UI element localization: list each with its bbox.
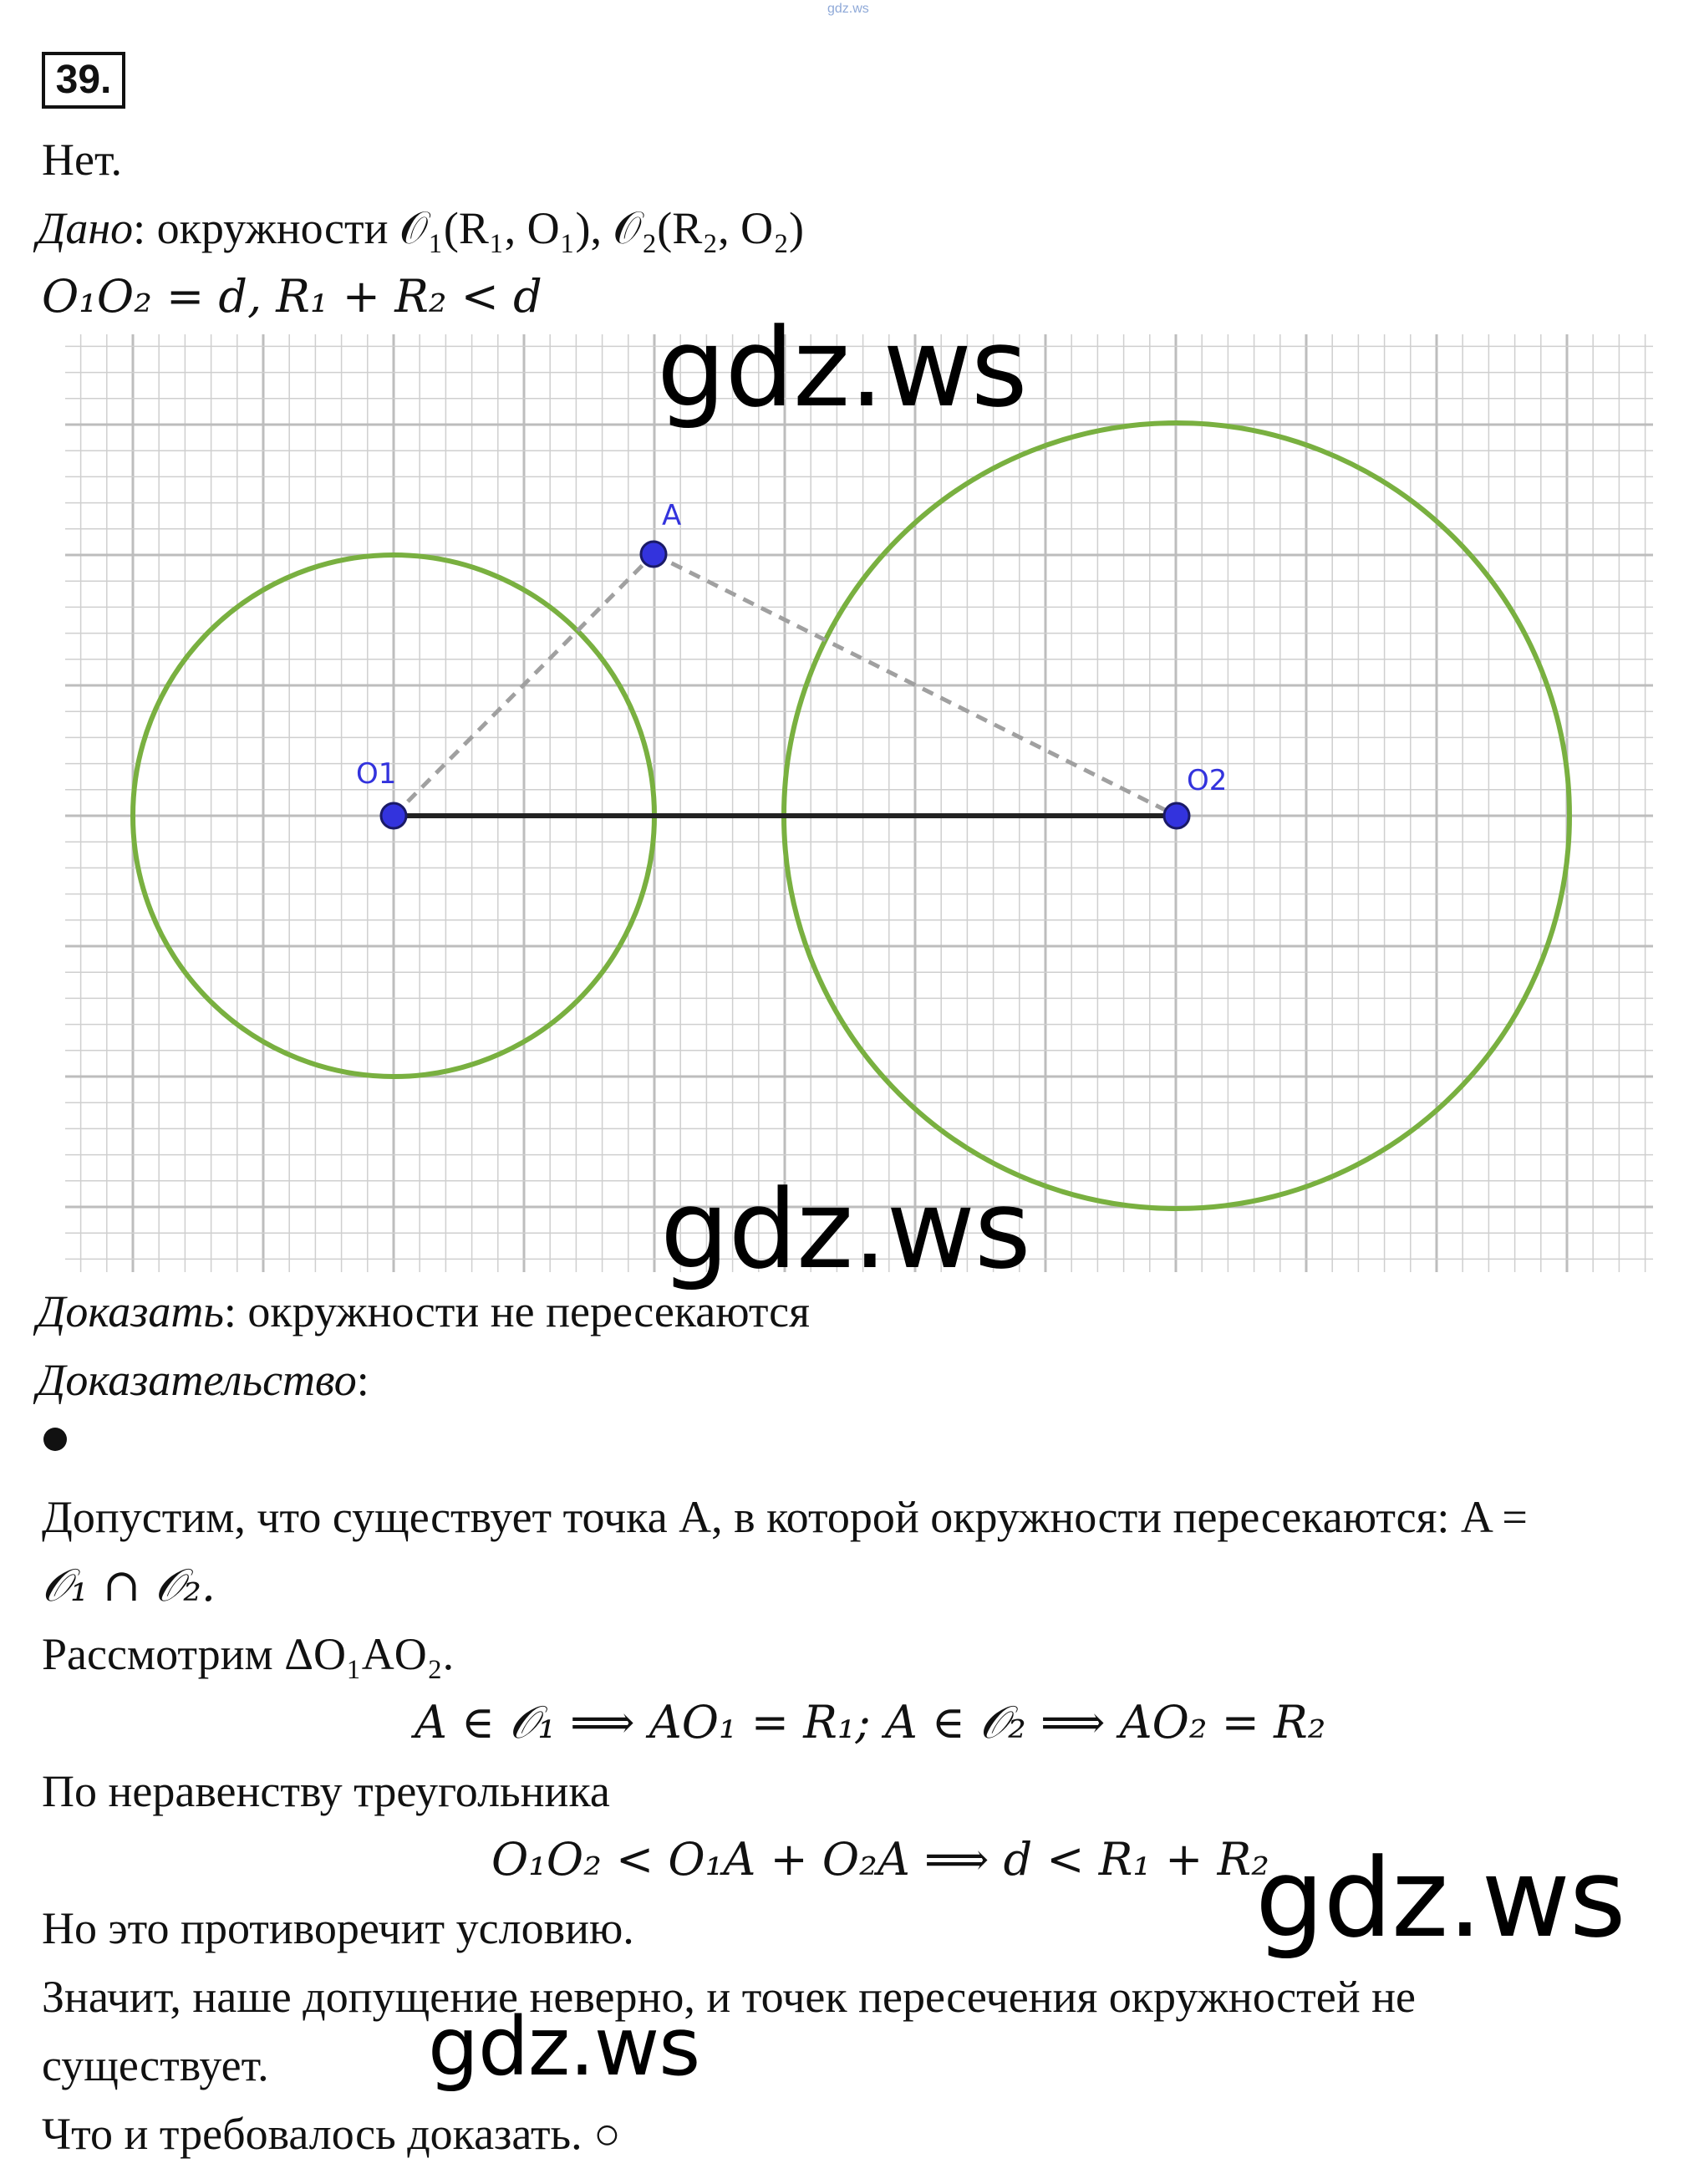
proof-line-4: A ∈ 𝒪₁ ⟹ AO₁ = R₁; A ∈ 𝒪₂ ⟹ AO₂ = R₂ [415,1696,1326,1749]
point-o2 [1164,803,1189,828]
answer-text: Нет. [42,135,123,185]
proof-line-5: По неравенству треугольника [42,1766,610,1816]
watermark-gdz-3: gdz.ws [1255,1835,1625,1962]
bullet-marker [43,1428,67,1451]
proof-line-3: Рассмотрим ΔO₁AO₂. [42,1629,455,1679]
prove-label: Доказать [37,1286,224,1336]
watermark-gdz-1: gdz.ws [657,304,1027,431]
proof-line-8: Значит, наше допущение неверно, и точек пересечения окружностей не [42,1972,1416,2022]
given-text: : окружности 𝒪₁(R₁, O₁), 𝒪₂(R₂, O₂) [133,203,804,253]
label-o1: O1 [356,757,397,791]
problem-number: 39. [42,52,125,109]
watermark-top: gdz.ws [827,2,869,16]
point-a [641,542,666,567]
prove-line [37,1285,810,1337]
given-condition: O₁O₂ = d, R₁ + R₂ < d [42,270,542,323]
proof-line-1: Допустим, что существует точка A, в которой окружности пересекаются: A = [42,1492,1528,1542]
watermark-gdz-2: gdz.ws [660,1166,1030,1293]
given-line [37,202,804,254]
given-label: Дано [37,203,134,253]
proof-label: Доказательство [37,1355,357,1405]
proof-line-2: 𝒪₁ ∩ 𝒪₂. [42,1559,216,1611]
proof-line-6: O₁O₂ < O₁A + O₂A ⟹ d < R₁ + R₂ [491,1833,1269,1886]
point-o1 [381,803,406,828]
grid [65,334,1653,1272]
proof-heading [37,1354,369,1406]
proof-line-7: Но это противоречит условию. [42,1903,634,1953]
proof-line-9: существует. [42,2040,269,2090]
label-o2: O2 [1187,764,1228,797]
proof-colon: : [356,1355,369,1405]
proof-line-10: Что и требовалось доказать. ○ [42,2109,621,2159]
geometry-figure [65,334,1653,1272]
label-a: A [662,499,682,532]
watermark-gdz-4: gdz.ws [428,2000,700,2094]
prove-text: : окружности не пересекаются [223,1286,810,1336]
